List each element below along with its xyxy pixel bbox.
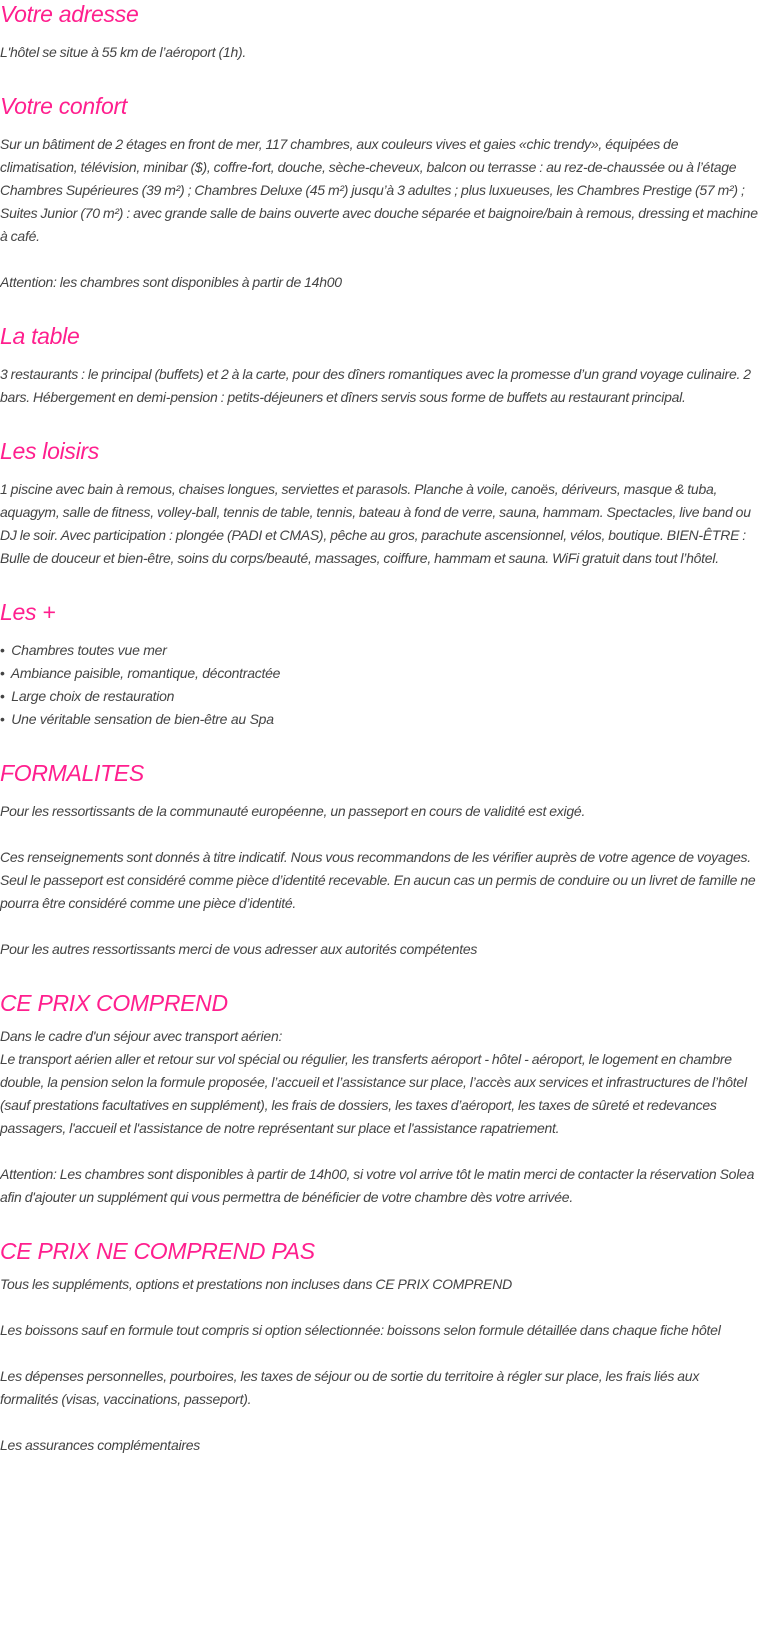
adresse-text: L'hôtel se situe à 55 km de l’aéroport (1h).	[0, 44, 247, 60]
section-title-adresse: Votre adresse	[0, 1, 139, 27]
list-item-text: Large choix de restauration	[11, 688, 175, 704]
loisirs-text: 1 piscine avec bain à remous, chaises longues, serviettes et parasols. Planche à voile, canoës, dériveurs, masque & tuba, aquagym, salle de fitness, volley-ball, tennis de table, tennis, bateau à fond de verre, sauna, hammam. Spectacles, live band ou DJ le soir. Avec participation : plongée (PADI et CMAS), pêche au gros, parachute ascensionnel, vélos, boutique. BIEN-ÊTRE : Bulle de douceur et bien-être, soins du corps/beauté, massages, coiffure, hammam et sauna. WiFi gratuit dans tout l’hôtel.	[0, 481, 751, 566]
bullet-icon: •	[0, 642, 5, 658]
formalites-text-2: Ces renseignements sont donnés à titre indicatif. Nous vous recommandons de les vérifier auprès de votre agence de voyages. Seul le passeport est considéré comme pièce d’identité recevable. En aucun cas un permis de conduire ou un livret de famille ne pourra être considéré comme une pièce d’identité.	[0, 849, 756, 911]
section-table	[0, 322, 758, 409]
table-text: 3 restaurants : le principal (buffets) et 2 à la carte, pour des dîners romantiques avec la promesse d’un grand voyage culinaire. 2 bars. Hébergement en demi-pension : petits-déjeuners et dîners servis sous forme de buffets au restaurant principal.	[0, 366, 751, 405]
section-prix-comprend	[0, 989, 758, 1209]
comprend-attention: Attention: Les chambres sont disponibles à partir de 14h00, si votre vol arrive tôt le matin merci de contacter la réservation Solea afin d'ajouter un supplément qui vous permettra de bénéficier de votre chambre dès votre arrivée.	[0, 1166, 755, 1205]
formalites-text-1: Pour les ressortissants de la communauté européenne, un passeport en cours de validité est exigé.	[0, 803, 586, 819]
bullet-icon: •	[0, 665, 5, 681]
comprend-intro: Dans le cadre d'un séjour avec transport aérien:	[0, 1028, 283, 1044]
section-plus	[0, 598, 758, 731]
section-title-confort: Votre confort	[0, 93, 127, 119]
section-prix-ne-comprend-pas	[0, 1237, 758, 1457]
list-item	[0, 662, 758, 685]
list-item	[0, 639, 758, 662]
list-item-text: Chambres toutes vue mer	[11, 642, 167, 658]
section-adresse	[0, 0, 758, 64]
ne-comprend-text-2: Les boissons sauf en formule tout compris si option sélectionnée: boissons selon formule détaillée dans chaque fiche hôtel	[0, 1322, 721, 1338]
section-title-formalites: FORMALITES	[0, 760, 144, 786]
ne-comprend-text-4: Les assurances complémentaires	[0, 1437, 201, 1453]
bullet-icon: •	[0, 711, 5, 727]
section-title-prix-ne-comprend-pas: CE PRIX NE COMPREND PAS	[0, 1238, 315, 1264]
section-title-table: La table	[0, 323, 80, 349]
formalites-text-3: Pour les autres ressortissants merci de vous adresser aux autorités compétentes	[0, 941, 478, 957]
ne-comprend-text-3: Les dépenses personnelles, pourboires, les taxes de séjour ou de sortie du territoire à régler sur place, les frais liés aux formalités (visas, vaccinations, passeport).	[0, 1368, 700, 1407]
section-title-loisirs: Les loisirs	[0, 438, 99, 464]
comprend-text: Le transport aérien aller et retour sur vol spécial ou régulier, les transferts aéroport - hôtel - aéroport, le logement en chambre double, la pension selon la formule proposée, l’accueil et l’assistance sur place, l’accès aux services et infrastructures de l’hôtel (sauf prestations facultatives en supplément), les frais de dossiers, les taxes d’aéroport, les taxes de sûreté et redevances passagers, l'accueil et l'assistance de notre représentant sur place et l'assistance rapatriement.	[0, 1051, 747, 1136]
confort-text: Sur un bâtiment de 2 étages en front de mer, 117 chambres, aux couleurs vives et gaies «chic trendy», équipées de climatisation, télévision, minibar ($), coffre-fort, douche, sèche-cheveux, balcon ou terrasse : au rez-de-chaussée ou à l’étage Chambres Supérieures (39 m²) ; Chambres Deluxe (45 m²) jusqu’à 3 adultes ; plus luxueuses, les Chambres Prestige (57 m²) ; Suites Junior (70 m²) : avec grande salle de bains ouverte avec douche séparée et baignoire/bain à remous, dressing et machine à café.	[0, 136, 758, 244]
confort-attention: Attention: les chambres sont disponibles à partir de 14h00	[0, 274, 342, 290]
section-title-plus: Les +	[0, 599, 56, 625]
section-formalites	[0, 759, 758, 961]
ne-comprend-text-1: Tous les suppléments, options et prestations non incluses dans CE PRIX COMPREND	[0, 1276, 512, 1292]
bullet-icon: •	[0, 688, 5, 704]
section-confort	[0, 92, 758, 294]
list-item-text: Une véritable sensation de bien-être au Spa	[11, 711, 274, 727]
section-loisirs	[0, 437, 758, 570]
section-title-prix-comprend: CE PRIX COMPREND	[0, 990, 228, 1016]
list-item-text: Ambiance paisible, romantique, décontractée	[10, 665, 281, 681]
list-item	[0, 685, 758, 708]
highlights-list	[0, 639, 758, 731]
list-item	[0, 708, 758, 731]
